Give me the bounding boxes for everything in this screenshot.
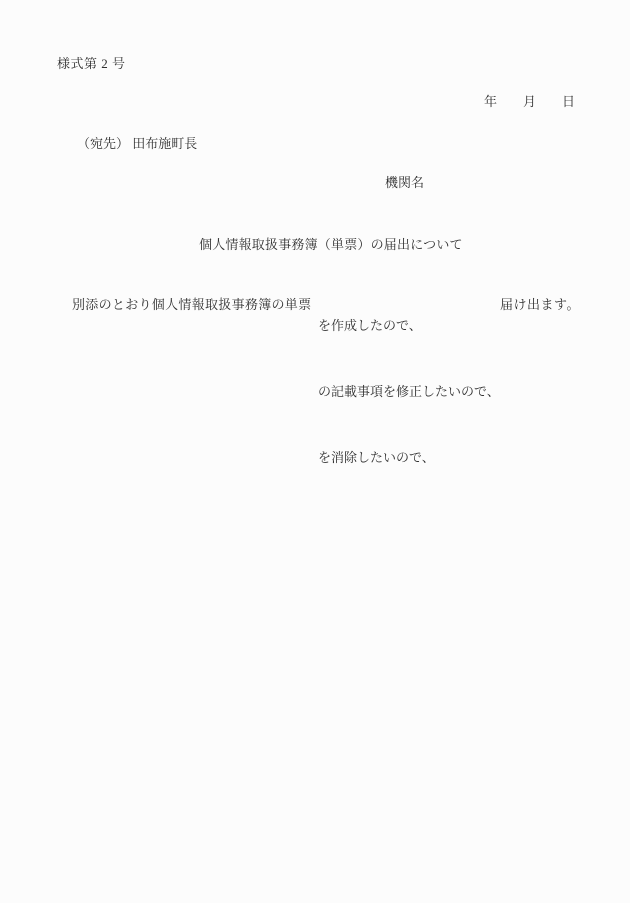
- option-delete: を消除したいので、: [318, 450, 435, 465]
- form-number: 様式第 2 号: [57, 56, 126, 71]
- date-line: 年 月 日: [484, 94, 576, 109]
- body-lead-text: 別添のとおり個人情報取扱事務簿の単票: [72, 297, 312, 312]
- notification-options: [318, 271, 500, 491]
- document-title: 個人情報取扱事務簿（単票）の届出について: [199, 237, 463, 252]
- option-created: を作成したので、: [318, 318, 422, 333]
- addressee-line: （宛先） 田布施町長: [77, 136, 198, 151]
- body-conclusion-text: 届け出ます。: [500, 297, 580, 312]
- organization-name-label: 機関名: [385, 175, 425, 190]
- option-amend-entries: の記載事項を修正したいので、: [318, 384, 500, 399]
